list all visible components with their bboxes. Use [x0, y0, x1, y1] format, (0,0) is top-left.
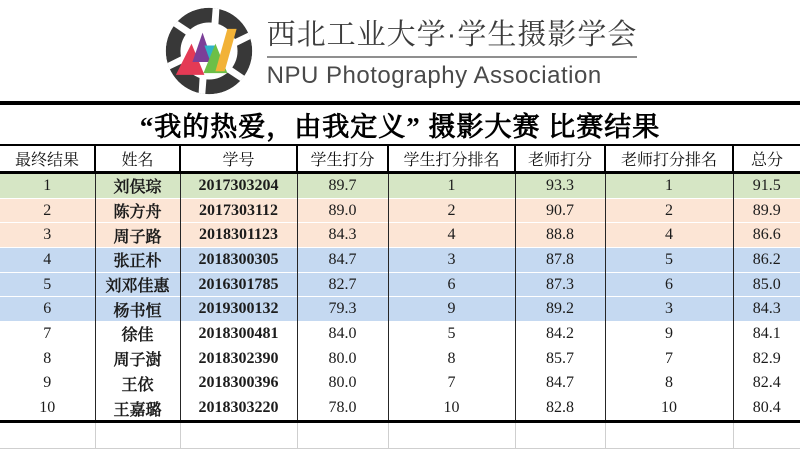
- col-header-teacher-rank: 老师打分排名: [605, 145, 733, 173]
- cell-name: 张正朴: [95, 248, 180, 273]
- cell-student-score: 79.3: [297, 297, 388, 322]
- cell-student-rank: 10: [388, 396, 515, 422]
- cell-student-rank: 3: [388, 248, 515, 273]
- cell-total-score: 80.4: [733, 396, 800, 422]
- cell-teacher-rank: 10: [605, 396, 733, 422]
- col-header-teacher-score: 老师打分: [515, 145, 605, 173]
- table-row: [0, 396, 800, 422]
- cell-student-score: 80.0: [297, 371, 388, 396]
- cell-total-score: 84.3: [733, 297, 800, 322]
- cell-total-score: 86.6: [733, 223, 800, 248]
- cell-rank: 7: [0, 322, 95, 347]
- cell-teacher-score: 87.3: [515, 272, 605, 297]
- cell-student-score: 84.7: [297, 248, 388, 273]
- cell-rank: 2: [0, 198, 95, 223]
- cell-name: 王依: [95, 371, 180, 396]
- cell-teacher-rank: 7: [605, 346, 733, 371]
- cell-student-score: 89.0: [297, 198, 388, 223]
- cell-total-score: 82.9: [733, 346, 800, 371]
- cell-student-rank: 7: [388, 371, 515, 396]
- cell-name: 周子澍: [95, 346, 180, 371]
- cell-total-score: 91.5: [733, 173, 800, 199]
- cell-total-score: 85.0: [733, 272, 800, 297]
- cell-student-rank: 8: [388, 346, 515, 371]
- cell-rank: 5: [0, 272, 95, 297]
- cell-student-score: 84.0: [297, 322, 388, 347]
- cell-student-id: 2018300305: [180, 248, 297, 273]
- cell-student-id: 2017303112: [180, 198, 297, 223]
- camera-aperture-logo-icon: [163, 5, 255, 97]
- cell-teacher-score: 85.7: [515, 346, 605, 371]
- cell-student-score: 78.0: [297, 396, 388, 422]
- cell-name: 王嘉璐: [95, 396, 180, 422]
- cell-rank: 10: [0, 396, 95, 422]
- cell-student-score: 80.0: [297, 346, 388, 371]
- cell-name: 刘俣琮: [95, 173, 180, 199]
- org-name-block: [267, 12, 638, 90]
- empty-spreadsheet-row: [0, 421, 800, 448]
- cell-student-id: 2018300396: [180, 371, 297, 396]
- cell-total-score: 86.2: [733, 248, 800, 273]
- table-row: [0, 322, 800, 347]
- cell-student-rank: 1: [388, 173, 515, 199]
- cell-teacher-score: 84.2: [515, 322, 605, 347]
- col-header-student-score: 学生打分: [297, 145, 388, 173]
- org-name-en: NPU Photography Association: [266, 61, 602, 89]
- cell-teacher-score: 84.7: [515, 371, 605, 396]
- cell-student-score: 82.7: [297, 272, 388, 297]
- cell-rank: 8: [0, 346, 95, 371]
- cell-student-id: 2018302390: [180, 346, 297, 371]
- cell-name: 刘邓佳惠: [95, 272, 180, 297]
- cell-name: 周子路: [95, 223, 180, 248]
- cell-student-id: 2019300132: [180, 297, 297, 322]
- cell-student-rank: 6: [388, 272, 515, 297]
- cell-teacher-rank: 4: [605, 223, 733, 248]
- cell-teacher-score: 88.8: [515, 223, 605, 248]
- cell-student-id: 2016301785: [180, 272, 297, 297]
- table-row: [0, 173, 800, 199]
- table-row: [0, 272, 800, 297]
- col-header-student-rank: 学生打分排名: [388, 145, 515, 173]
- cell-total-score: 89.9: [733, 198, 800, 223]
- cell-teacher-score: 93.3: [515, 173, 605, 199]
- col-header-final-rank: 最终结果: [0, 145, 95, 173]
- cell-teacher-rank: 5: [605, 248, 733, 273]
- cell-student-rank: 9: [388, 297, 515, 322]
- cell-rank: 4: [0, 248, 95, 273]
- column-header-row: [0, 145, 800, 173]
- table-row: [0, 371, 800, 396]
- col-header-name: 姓名: [95, 145, 180, 173]
- cell-student-id: 2017303204: [180, 173, 297, 199]
- table-row: [0, 346, 800, 371]
- cell-total-score: 82.4: [733, 371, 800, 396]
- cell-student-id: 2018301123: [180, 223, 297, 248]
- table-row: [0, 223, 800, 248]
- header: [0, 0, 800, 101]
- cell-student-rank: 5: [388, 322, 515, 347]
- cell-teacher-rank: 9: [605, 322, 733, 347]
- table-row: [0, 248, 800, 273]
- table-row: [0, 297, 800, 322]
- cell-student-id: 2018300481: [180, 322, 297, 347]
- cell-student-rank: 2: [388, 198, 515, 223]
- cell-student-rank: 4: [388, 223, 515, 248]
- cell-student-score: 89.7: [297, 173, 388, 199]
- cell-teacher-rank: 8: [605, 371, 733, 396]
- cell-name: 徐佳: [95, 322, 180, 347]
- cell-teacher-score: 89.2: [515, 297, 605, 322]
- results-body: [0, 173, 800, 422]
- cell-student-score: 84.3: [297, 223, 388, 248]
- results-table: [0, 101, 800, 449]
- cell-rank: 9: [0, 371, 95, 396]
- cell-name: 杨书恒: [95, 297, 180, 322]
- table-row: [0, 198, 800, 223]
- cell-teacher-score: 87.8: [515, 248, 605, 273]
- cell-rank: 6: [0, 297, 95, 322]
- page-title: “我的热爱，由我定义” 摄影大赛 比赛结果: [0, 103, 800, 145]
- cell-rank: 1: [43, 176, 52, 194]
- cell-total-score: 84.1: [733, 322, 800, 347]
- org-name-cn: 西北工业大学·学生摄影学会: [266, 18, 638, 51]
- cell-teacher-rank: 3: [605, 297, 733, 322]
- cell-rank: 3: [0, 223, 95, 248]
- cell-teacher-score: 90.7: [515, 198, 605, 223]
- cell-teacher-rank: 1: [605, 173, 733, 199]
- col-header-student-id: 学号: [180, 145, 297, 173]
- cell-teacher-rank: 2: [605, 198, 733, 223]
- title-row: [0, 103, 800, 145]
- cell-teacher-rank: 6: [605, 272, 733, 297]
- col-header-total-score: 总分: [733, 145, 800, 173]
- cell-teacher-score: 82.8: [515, 396, 605, 422]
- cell-name: 陈方舟: [95, 198, 180, 223]
- cell-student-id: 2018303220: [180, 396, 297, 422]
- header-divider: [267, 56, 638, 58]
